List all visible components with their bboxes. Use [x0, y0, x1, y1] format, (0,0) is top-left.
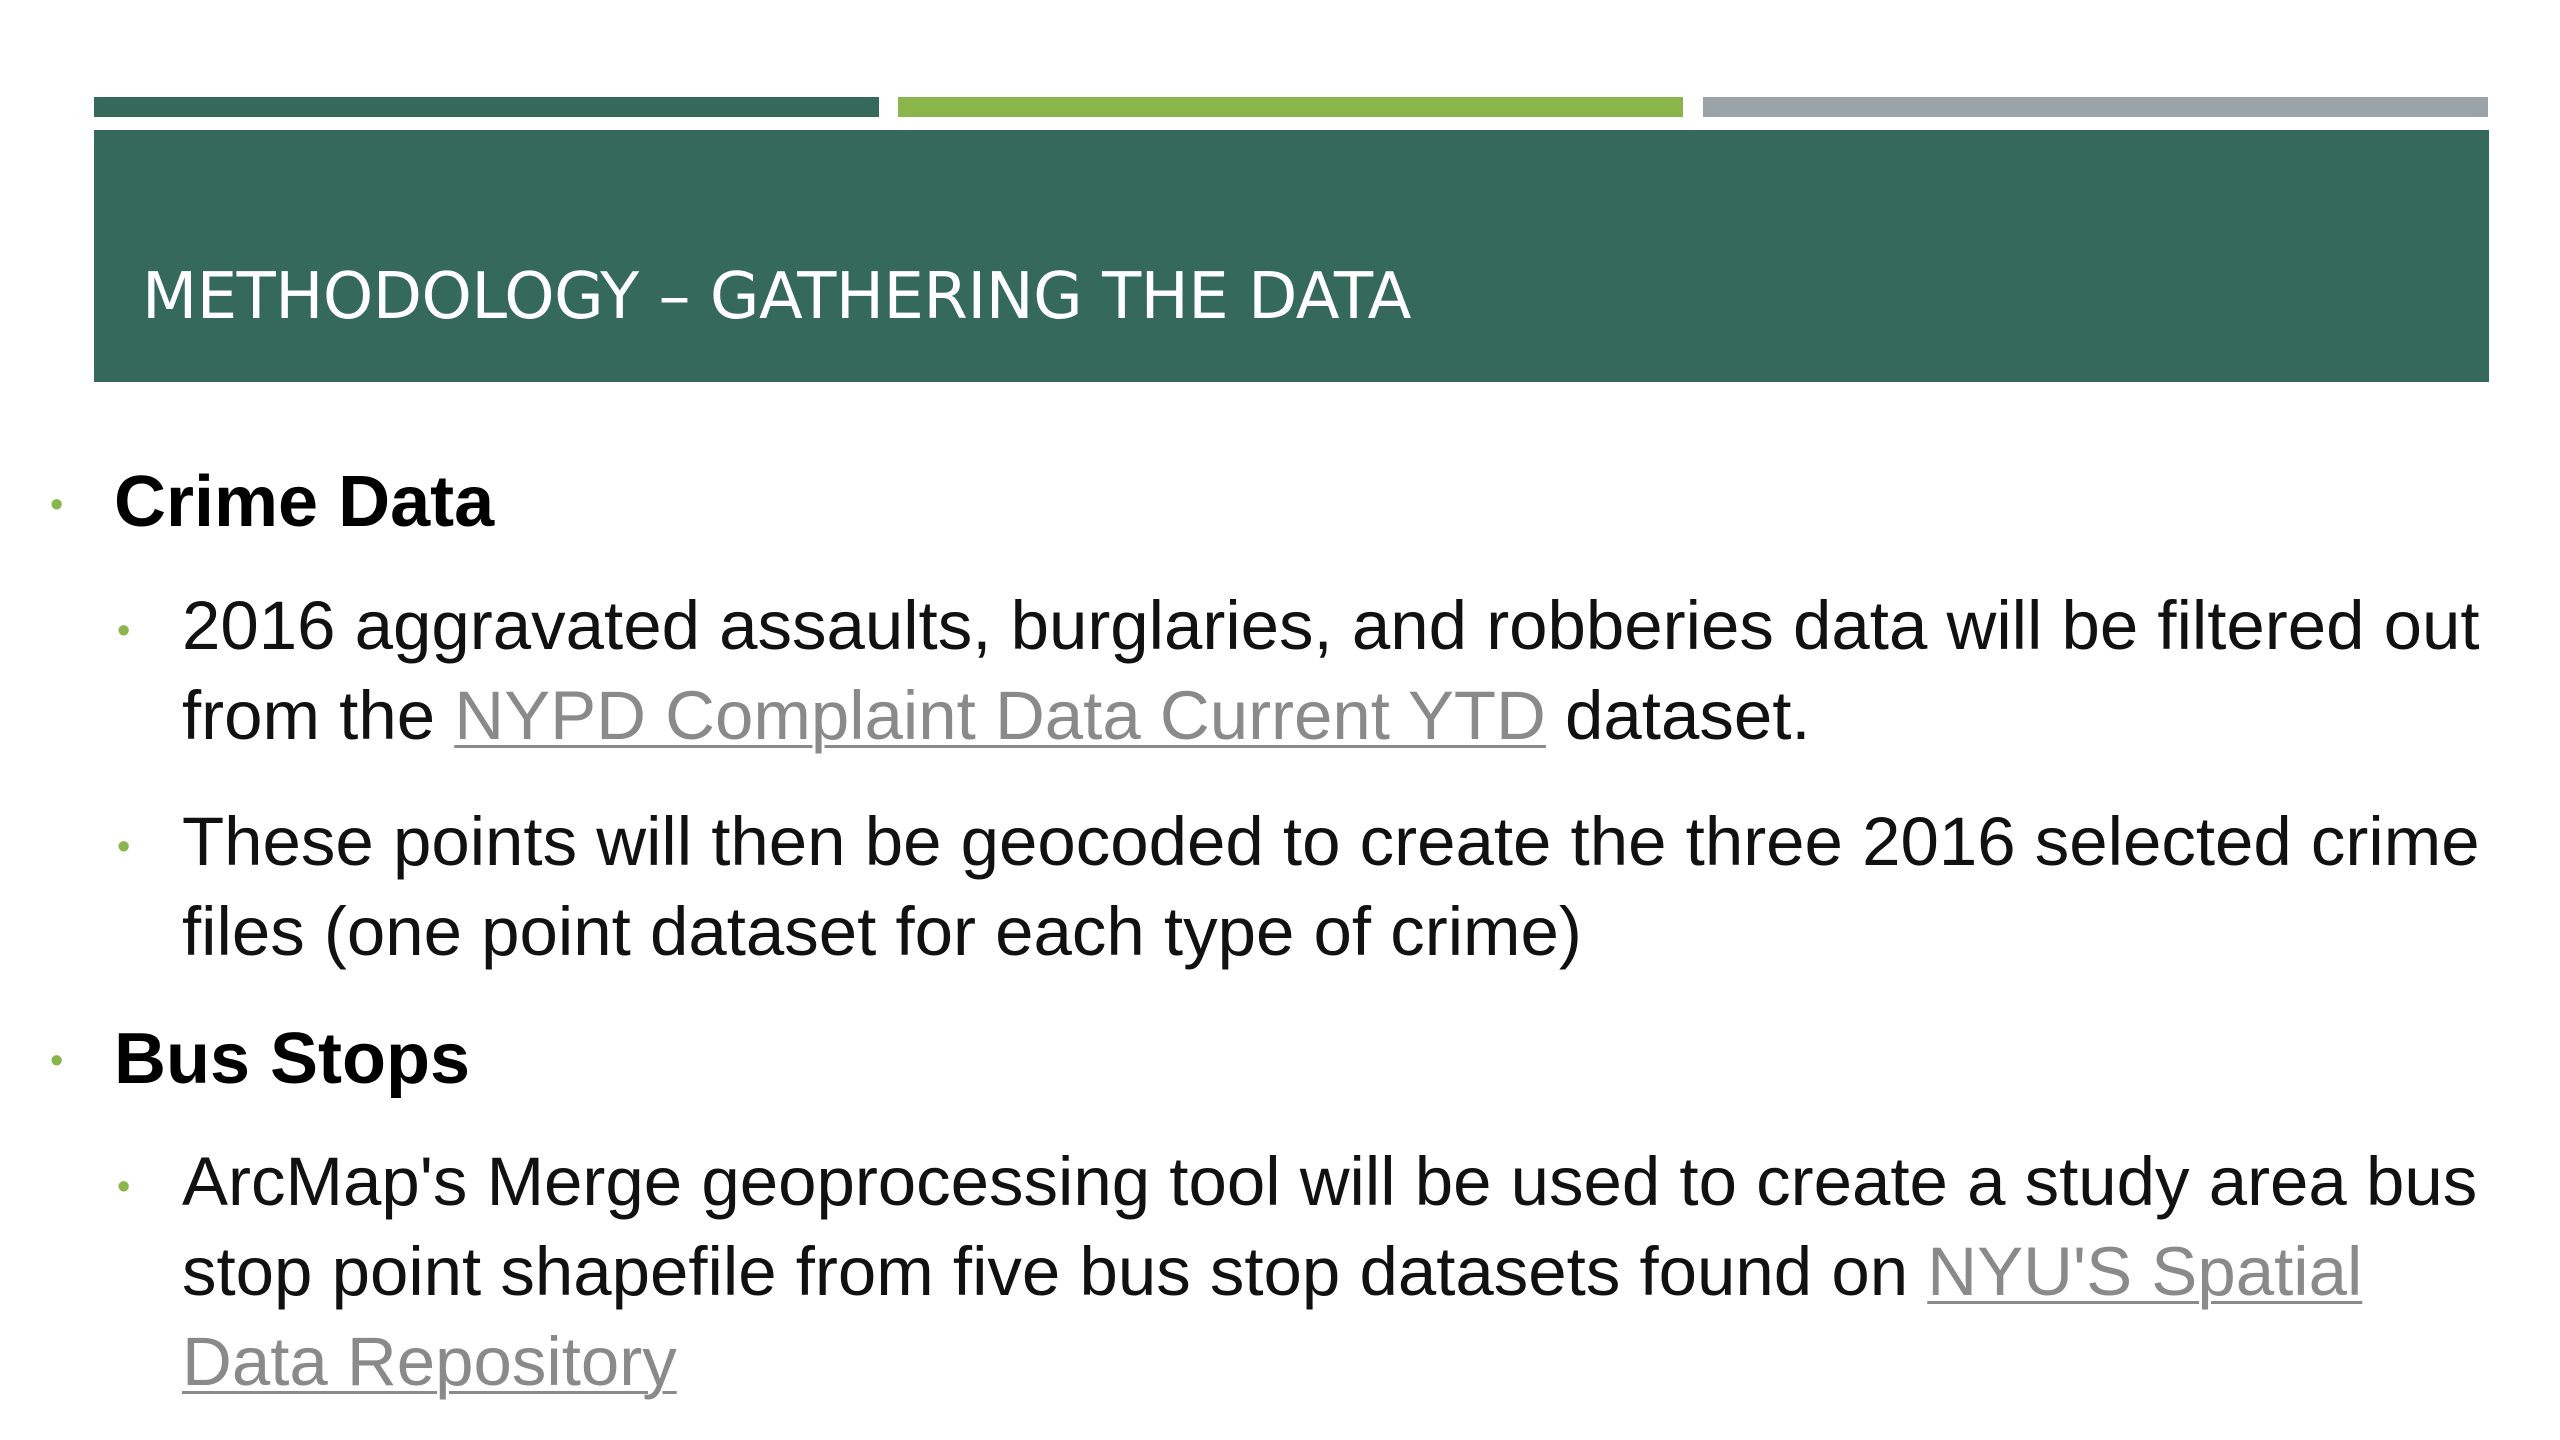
- bullet-text: [182, 1137, 2502, 1407]
- section-heading-bus-stops: Bus Stops: [114, 1019, 471, 1099]
- nyu-spatial-data-repository-link[interactable]: NYU'S Spatial Data Repository: [182, 1233, 2363, 1400]
- bullet-text-part: dataset.: [1545, 677, 1811, 754]
- bullet-text-part: 2016 aggravated assaults, burglaries, and robberies data will be filtered out from the: [182, 587, 2480, 754]
- bullet-text: [182, 797, 2502, 977]
- nypd-complaint-data-link[interactable]: NYPD Complaint Data Current YTD: [454, 677, 1546, 754]
- bullet-text-part: These points will then be geocoded to create the three 2016 selected crime files (one point dataset for each type of crime): [182, 803, 2480, 970]
- bullet-text-part: ArcMap's Merge geoprocessing tool will be used to create a study area bus stop point shapefile from five bus stop datasets found on: [182, 1143, 2478, 1310]
- bullet-icon: •: [50, 484, 64, 526]
- bullet-icon: •: [117, 610, 131, 652]
- slide-title: METHODOLOGY – GATHERING THE DATA: [142, 260, 1411, 334]
- bullet-icon: •: [50, 1040, 64, 1082]
- bullet-icon: •: [117, 826, 131, 868]
- bullet-icon: •: [117, 1166, 131, 1208]
- bullet-text: [182, 581, 2502, 761]
- section-heading-crime-data: Crime Data: [114, 462, 495, 542]
